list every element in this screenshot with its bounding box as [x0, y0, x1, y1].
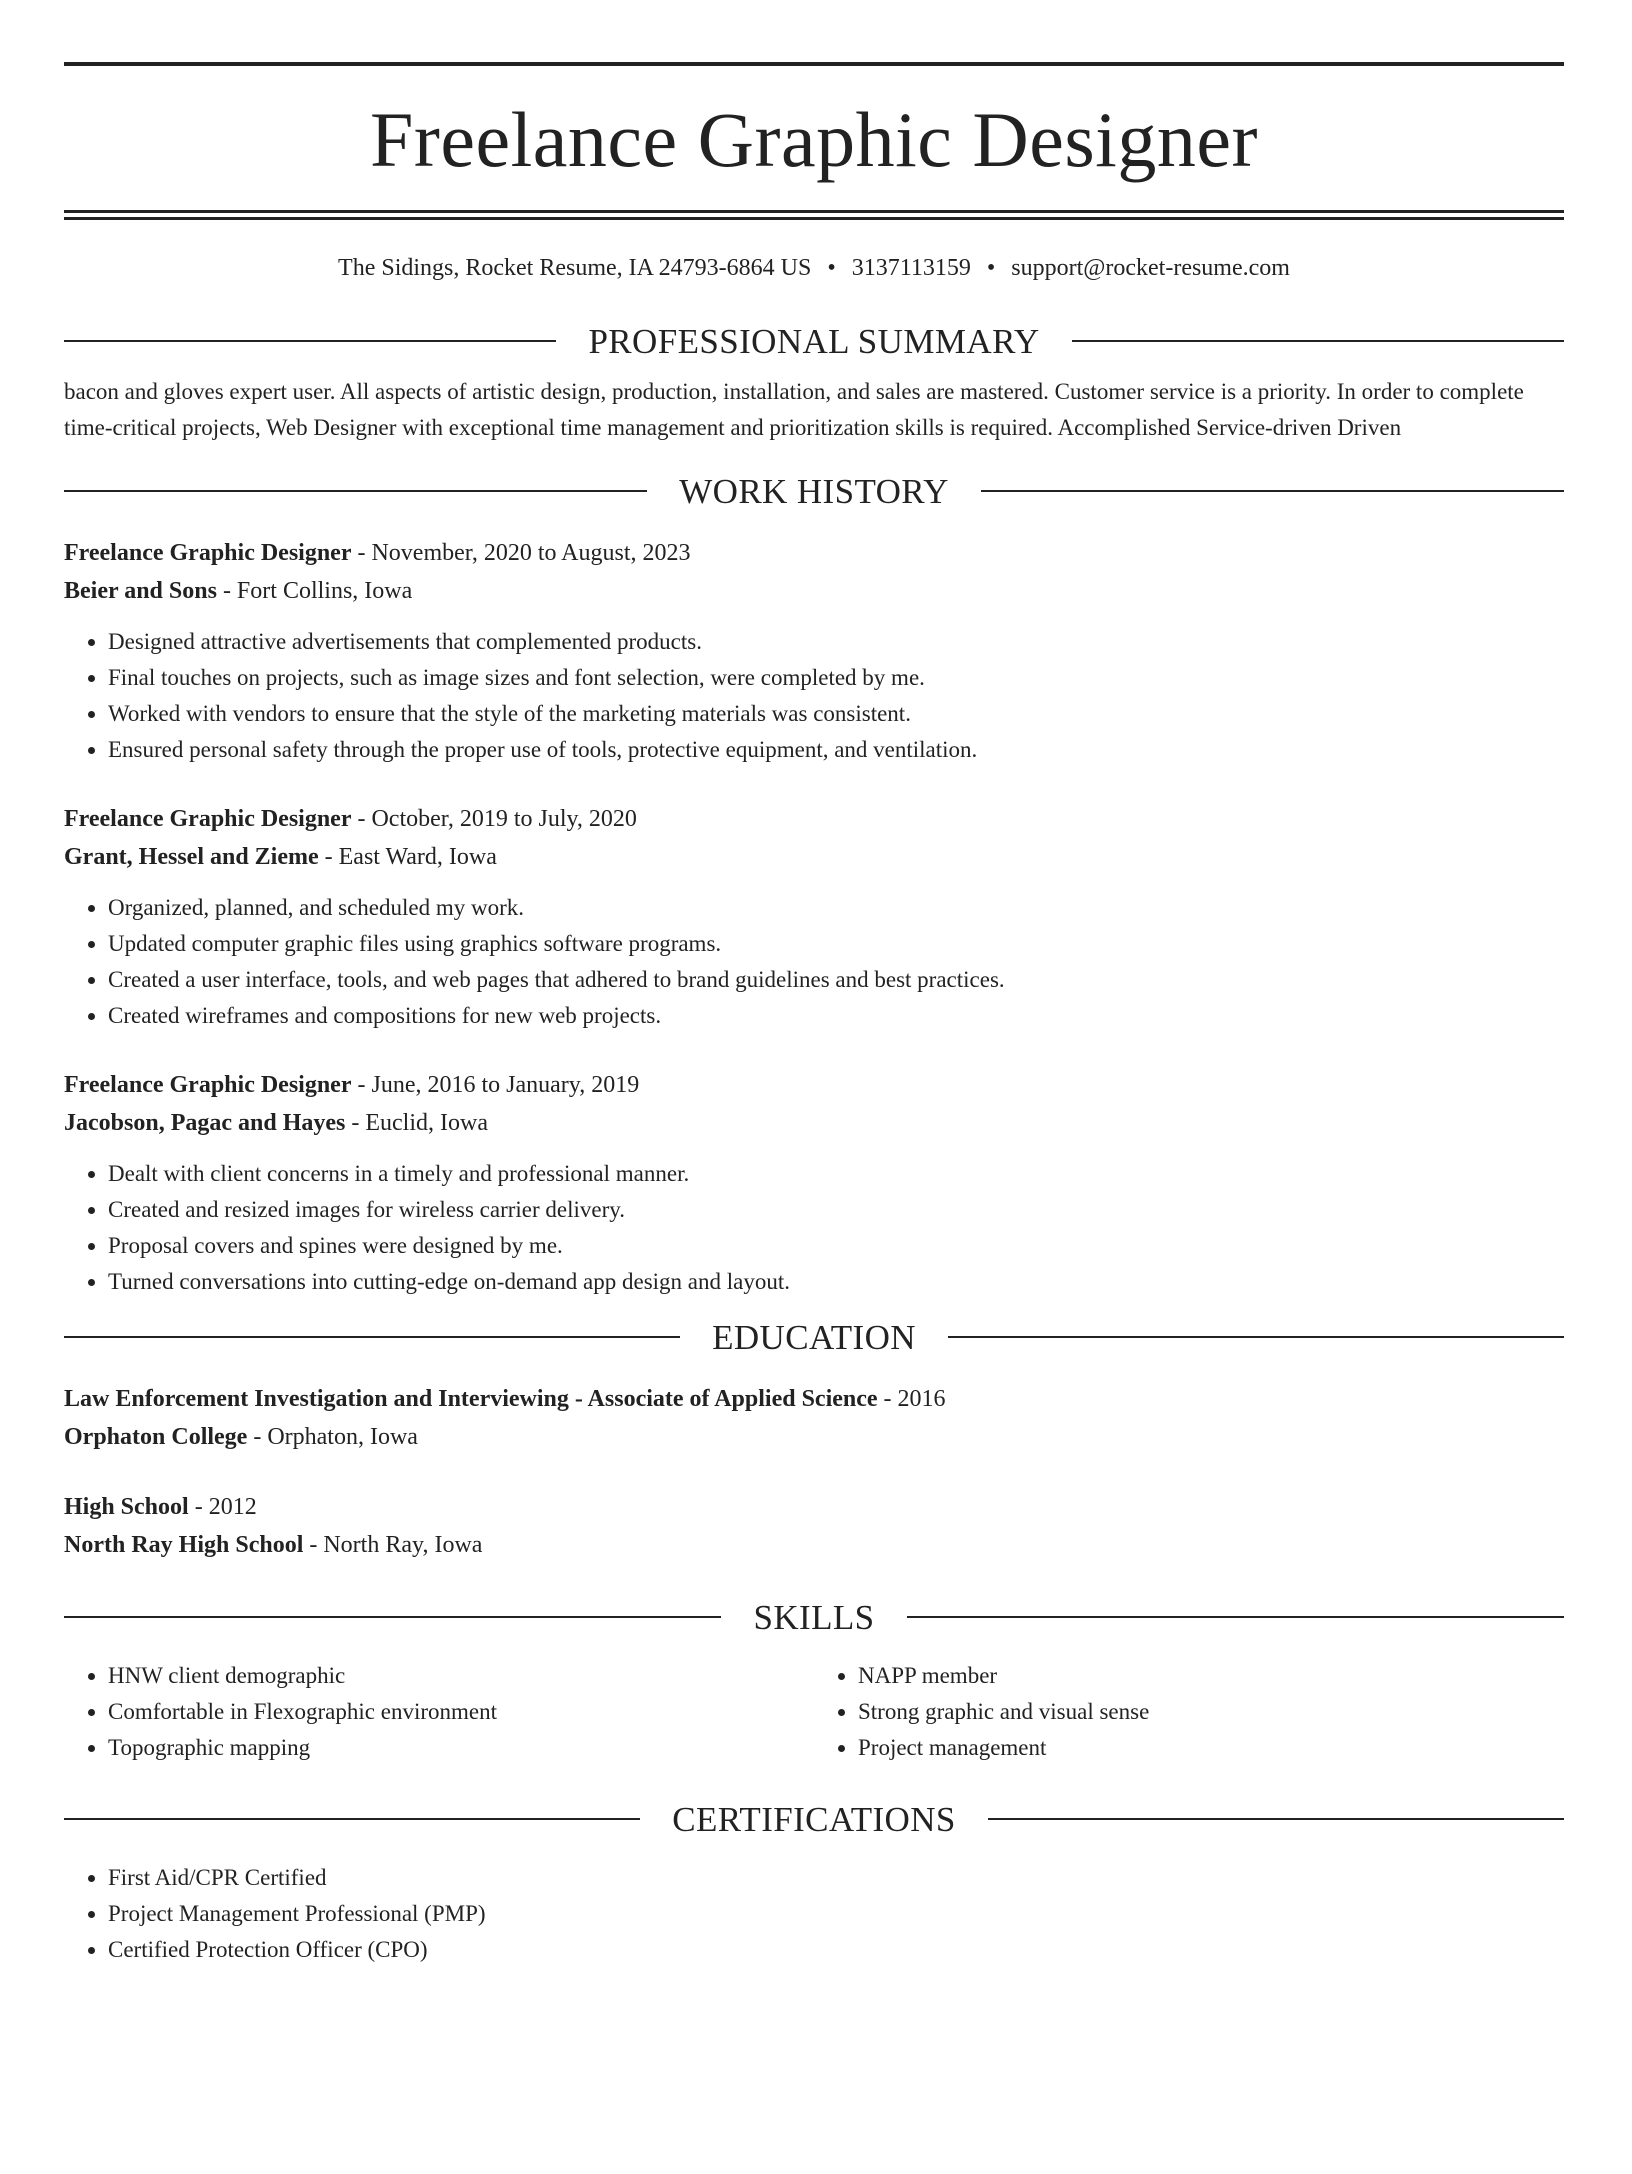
job-dates: - June, 2016 to January, 2019: [351, 1072, 640, 1098]
job-title-row: [64, 800, 1564, 838]
job-entry: [64, 1066, 1564, 1300]
contact-separator: •: [827, 255, 836, 281]
job-bullets: [64, 624, 1564, 768]
education-degree: High School: [64, 1494, 189, 1520]
job-bullet: • Created wireframes and compositions for new web projects.: [108, 998, 1564, 1034]
education-school: North Ray High School: [64, 1532, 304, 1558]
education-entry: [64, 1380, 1564, 1456]
section-rule: [981, 490, 1564, 492]
section-header-summary: [64, 321, 1564, 361]
job-title: Freelance Graphic Designer: [64, 540, 352, 566]
job-bullet: • Organized, planned, and scheduled my work.: [108, 890, 1564, 926]
job-dates: - October, 2019 to July, 2020: [351, 806, 637, 832]
summary-text: bacon and gloves expert user. All aspects of artistic design, production, installation, and sales are mastered. Customer service is a priority. In order to complete time-critical projects, Web Designer with exceptional time management and prioritization skills is required. Accomplished Service-driven Driven: [64, 379, 1524, 440]
job-location: - East Ward, Iowa: [318, 844, 497, 870]
job-bullet: • Worked with vendors to ensure that the style of the marketing materials was consistent.: [108, 696, 1564, 732]
skill-item: • NAPP member: [858, 1658, 1564, 1694]
job-entry: [64, 534, 1564, 768]
job-dates: - November, 2020 to August, 2023: [351, 540, 691, 566]
section-title-certifications: CERTIFICATIONS: [672, 1799, 956, 1839]
section-title-education: EDUCATION: [712, 1317, 916, 1357]
contact-email: support@rocket-resume.com: [1011, 255, 1290, 281]
contact-separator: •: [986, 255, 996, 281]
education-year: - 2016: [877, 1386, 946, 1412]
header-top-rule: [64, 62, 1564, 66]
job-bullet: • Updated computer graphic files using graphics software programs.: [108, 926, 1564, 962]
skill-item: • HNW client demographic: [108, 1658, 814, 1694]
job-bullet: • Final touches on projects, such as image sizes and font selection, were completed by me.: [108, 660, 1564, 696]
section-rule: [1072, 340, 1564, 342]
job-bullets: [64, 1156, 1564, 1300]
job-company: Beier and Sons: [64, 578, 217, 604]
job-company-row: [64, 572, 1564, 610]
resume-name: Freelance Graphic Designer: [370, 96, 1258, 183]
section-rule: [948, 1336, 1564, 1338]
job-company: Grant, Hessel and Zieme: [64, 844, 319, 870]
skills-list-left: [64, 1658, 814, 1766]
skills-columns: [64, 1658, 1564, 1766]
job-company-row: [64, 1104, 1564, 1142]
job-title: Freelance Graphic Designer: [64, 1072, 352, 1098]
education-degree-row: [64, 1380, 1564, 1418]
education-degree: Law Enforcement Investigation and Interviewing - Associate of Applied Science: [64, 1386, 878, 1412]
education-location: - Orphaton, Iowa: [247, 1424, 418, 1450]
contact-line: [64, 256, 1564, 280]
certifications-list: [64, 1860, 1564, 1968]
education-year: - 2012: [188, 1494, 257, 1520]
job-bullet: • Proposal covers and spines were designed by me.: [108, 1228, 1564, 1264]
job-location: - Fort Collins, Iowa: [216, 578, 413, 604]
job-location: - Euclid, Iowa: [345, 1110, 488, 1136]
header-double-rule: [64, 210, 1564, 220]
section-rule: [64, 1616, 721, 1618]
job-title: Freelance Graphic Designer: [64, 806, 352, 832]
skill-item: • Project management: [858, 1730, 1564, 1766]
contact-address: The Sidings, Rocket Resume, IA 24793-6864 US: [338, 255, 812, 281]
job-company-row: [64, 838, 1564, 876]
section-title-summary: PROFESSIONAL SUMMARY: [588, 321, 1040, 361]
certification-item: • Certified Protection Officer (CPO): [108, 1932, 1564, 1968]
education-degree-row: [64, 1488, 1564, 1526]
job-title-row: [64, 1066, 1564, 1104]
job-bullet: • Created and resized images for wireless carrier delivery.: [108, 1192, 1564, 1228]
section-header-skills: [64, 1597, 1564, 1637]
job-bullet: • Ensured personal safety through the proper use of tools, protective equipment, and ventilation.: [108, 732, 1564, 768]
section-rule: [64, 340, 556, 342]
education-school-row: [64, 1418, 1564, 1456]
section-rule: [64, 1818, 640, 1820]
section-title-work: WORK HISTORY: [679, 471, 949, 511]
job-company: Jacobson, Pagac and Hayes: [64, 1110, 346, 1136]
job-bullet: • Turned conversations into cutting-edge on-demand app design and layout.: [108, 1264, 1564, 1300]
resume-page: [0, 62, 1632, 2174]
skill-item: • Strong graphic and visual sense: [858, 1694, 1564, 1730]
section-header-certifications: [64, 1799, 1564, 1839]
skill-item: • Topographic mapping: [108, 1730, 814, 1766]
section-header-education: [64, 1317, 1564, 1357]
section-title-skills: SKILLS: [753, 1597, 875, 1637]
job-bullets: [64, 890, 1564, 1034]
job-bullet: • Created a user interface, tools, and web pages that adhered to brand guidelines and best practices.: [108, 962, 1564, 998]
certification-item: • Project Management Professional (PMP): [108, 1896, 1564, 1932]
section-header-work: [64, 471, 1564, 511]
section-rule: [988, 1818, 1564, 1820]
job-title-row: [64, 534, 1564, 572]
job-bullet: • Dealt with client concerns in a timely and professional manner.: [108, 1156, 1564, 1192]
skill-item: • Comfortable in Flexographic environment: [108, 1694, 814, 1730]
job-bullet: • Designed attractive advertisements that complemented products.: [108, 624, 1564, 660]
education-school: Orphaton College: [64, 1424, 248, 1450]
certification-item: • First Aid/CPR Certified: [108, 1860, 1564, 1896]
section-rule: [64, 1336, 680, 1338]
education-entry: [64, 1488, 1564, 1564]
education-location: - North Ray, Iowa: [303, 1532, 483, 1558]
contact-phone: 3137113159: [851, 255, 971, 281]
education-school-row: [64, 1526, 1564, 1564]
section-rule: [907, 1616, 1564, 1618]
section-rule: [64, 490, 647, 492]
job-entry: [64, 800, 1564, 1034]
skills-list-right: [814, 1658, 1564, 1766]
